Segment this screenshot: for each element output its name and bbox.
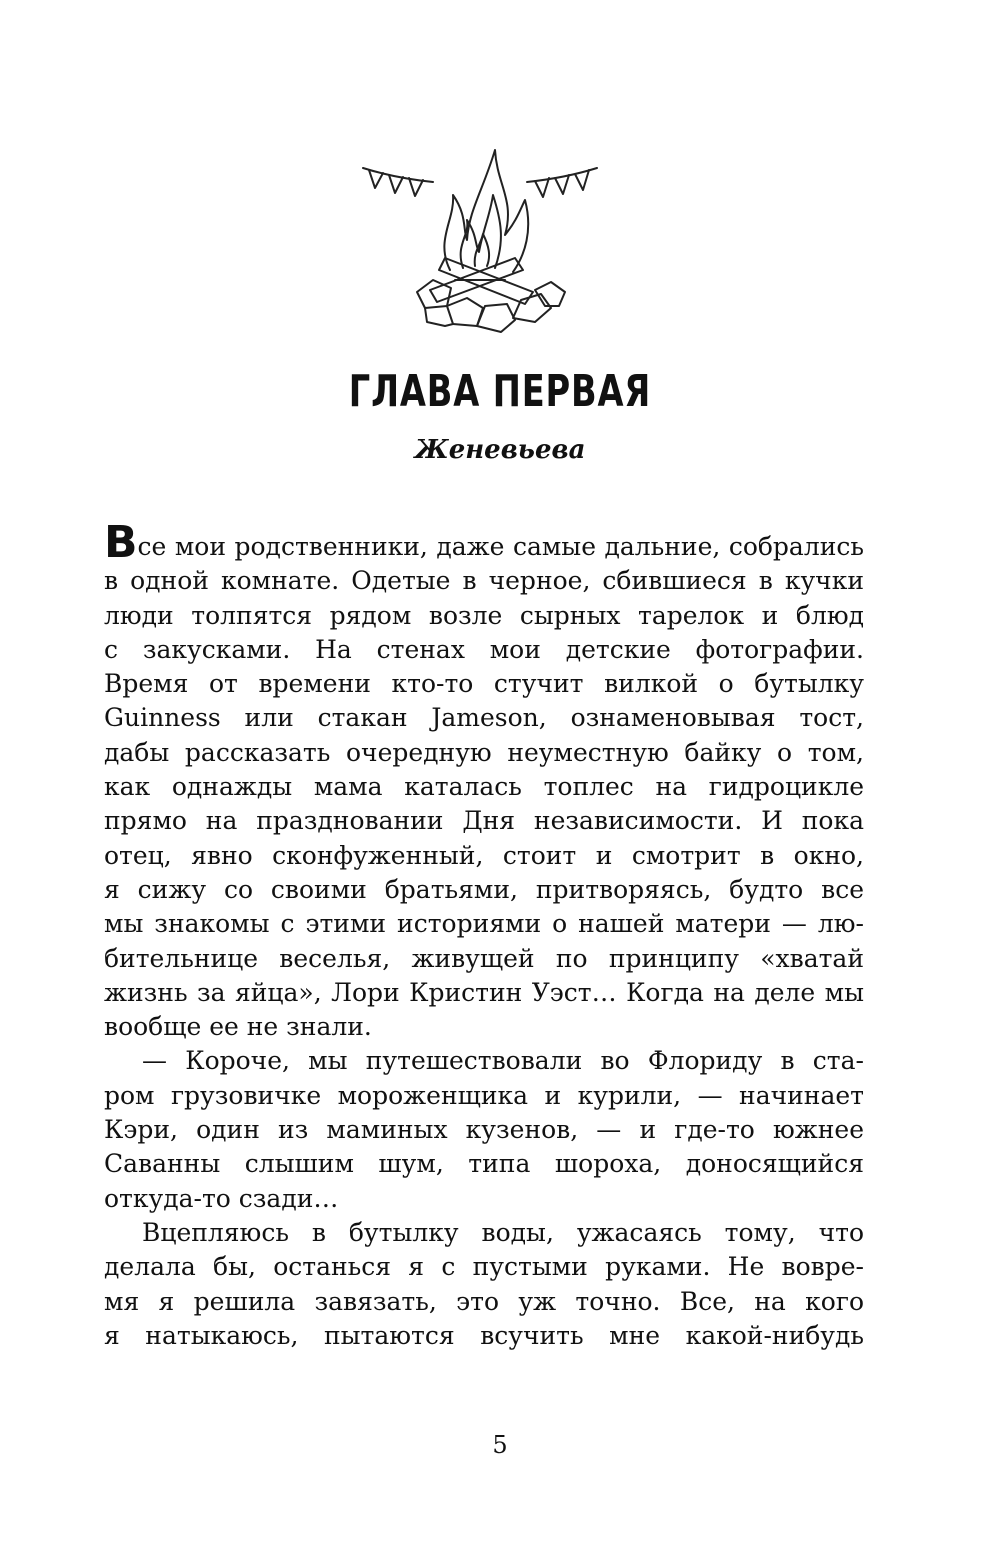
text-line: люди толпятся рядом возле сырных тарелок и блюд	[104, 600, 864, 630]
text-line: делала бы, останься я с пустыми руками. Не вовре-	[104, 1252, 864, 1282]
text-line: я натыкаюсь, пытаются всучить мне какой-нибудь	[104, 1320, 864, 1350]
text-line: Все мои родственники, даже самые дальние, собрались	[104, 517, 864, 568]
text-line: Guinness или стакан Jameson, ознаменовывая тост,	[104, 703, 864, 733]
text-line: я сижу со своими братьями, притворяясь, будто все	[104, 874, 864, 904]
text-line: Саванны слышим шум, типа шороха, доносящийся	[104, 1149, 864, 1179]
text-line: Вцепляюсь в бутылку воды, ужасаясь тому, что	[142, 1217, 864, 1247]
text-line: мя я решила завязать, это уж точно. Все, на кого	[104, 1286, 864, 1316]
campfire-with-bunting-icon	[355, 140, 605, 340]
chapter-subtitle: Женевьева	[414, 435, 586, 465]
body-text	[104, 517, 864, 1353]
text-line: как однажды мама каталась топлес на гидроцикле	[104, 772, 864, 802]
text-line: бительнице веселья, живущей по принципу «хватай	[104, 943, 864, 973]
text-line: прямо на праздновании Дня независимости. И пока	[104, 806, 864, 836]
text-line: — Короче, мы путешествовали во Флориду в ста-	[142, 1046, 864, 1076]
page-number: 5	[492, 1431, 508, 1459]
text-line: дабы рассказать очередную неуместную байку о том,	[104, 737, 864, 767]
text-line: откуда-то сзади…	[104, 1183, 339, 1213]
text-line: вообще ее не знали.	[104, 1012, 372, 1042]
text-line: ром грузовичке мороженщика и курили, — начинает	[104, 1080, 864, 1110]
text-line: Время от времени кто-то стучит вилкой о бутылку	[104, 669, 864, 699]
text-line: отец, явно сконфуженный, стоит и смотрит в окно,	[104, 840, 864, 870]
text-line: с закусками. На стенах мои детские фотографии.	[104, 634, 864, 664]
drop-cap: В	[104, 517, 138, 568]
chapter-title: ГЛАВА ПЕРВАЯ	[348, 366, 652, 417]
text-line: Кэри, один из маминых кузенов, — и где-то южнее	[104, 1115, 864, 1145]
text-line: мы знакомы с этими историями о нашей матери — лю-	[104, 909, 864, 939]
text-line: в одной комнате. Одетые в черное, сбившиеся в кучки	[104, 566, 864, 596]
text-line: жизнь за яйца», Лори Кристин Уэст… Когда на деле мы	[104, 977, 864, 1007]
